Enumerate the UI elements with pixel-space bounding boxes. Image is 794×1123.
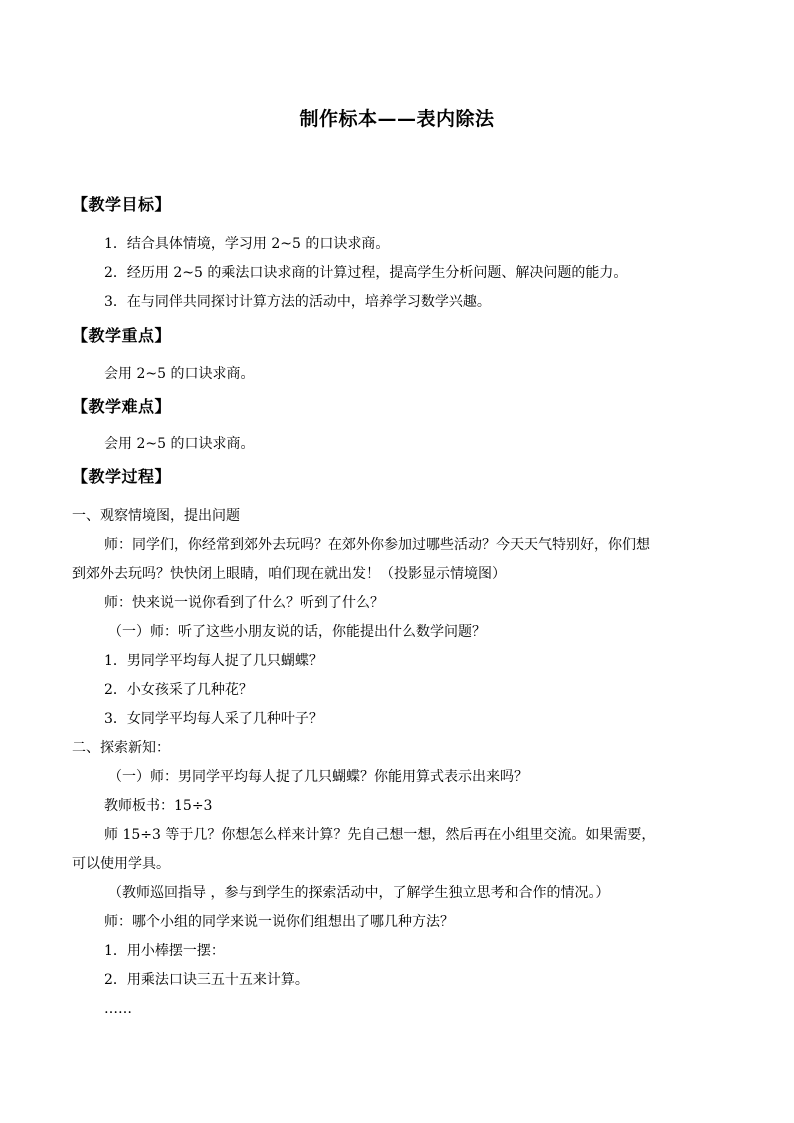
goal-item-1: 1．结合具体情境，学习用 2~5 的口诀求商。: [104, 236, 390, 252]
key-points-text: 会用 2~5 的口诀求商。: [104, 366, 255, 382]
process-line: 师：快来说一说你看到了什么？听到了什么？: [104, 595, 384, 611]
heading-teaching-goals: 【教学目标】: [72, 195, 172, 214]
process-line: 1．男同学平均每人捉了几只蝴蝶？: [104, 653, 323, 669]
process-line: 师：同学们，你经常到郊外去玩吗？在郊外你参加过哪些活动？今天天气特别好，你们想: [104, 537, 650, 553]
goal-item-3: 3．在与同伴共同探讨计算方法的活动中，培养学习数学兴趣。: [104, 294, 491, 310]
process-line: 教师板书：15÷3: [104, 798, 213, 814]
process-line: 2．用乘法口诀三五十五来计算。: [104, 972, 309, 988]
difficulties-text: 会用 2~5 的口诀求商。: [104, 436, 255, 452]
process-line: 到郊外去玩吗？快快闭上眼睛，咱们现在就出发！（投影显示情境图）: [72, 566, 506, 582]
process-line: 1．用小棒摆一摆：: [104, 943, 225, 959]
process-line: 师：哪个小组的同学来说一说你们组想出了哪几种方法？: [104, 914, 454, 930]
process-line: 二、探索新知：: [72, 740, 170, 756]
process-line: ……: [104, 1001, 132, 1017]
process-line: 可以使用学具。: [72, 856, 170, 872]
process-line: （一）师：男同学平均每人捉了几只蝴蝶？你能用算式表示出来吗？: [108, 769, 528, 785]
process-line: 2．小女孩采了几种花？: [104, 682, 253, 698]
process-line: 一、观察情境图，提出问题: [72, 508, 240, 524]
process-line: （一）师：听了这些小朋友说的话，你能提出什么数学问题？: [108, 624, 486, 640]
heading-key-points: 【教学重点】: [72, 326, 172, 345]
heading-teaching-process: 【教学过程】: [72, 467, 172, 486]
document-title: 制作标本——表内除法: [299, 108, 495, 130]
process-line: 3．女同学平均每人采了几种叶子？: [104, 711, 323, 727]
goal-item-2: 2．经历用 2~5 的乘法口诀求商的计算过程，提高学生分析问题、解决问题的能力。: [104, 265, 628, 281]
process-line: 师 15÷3 等于几？你想怎么样来计算？先自己想一想，然后再在小组里交流。如果需要，: [104, 827, 656, 843]
heading-difficulties: 【教学难点】: [72, 397, 172, 416]
process-line: （教师巡回指导 ，参与到学生的探索活动中，了解学生独立思考和合作的情况。）: [108, 885, 610, 901]
